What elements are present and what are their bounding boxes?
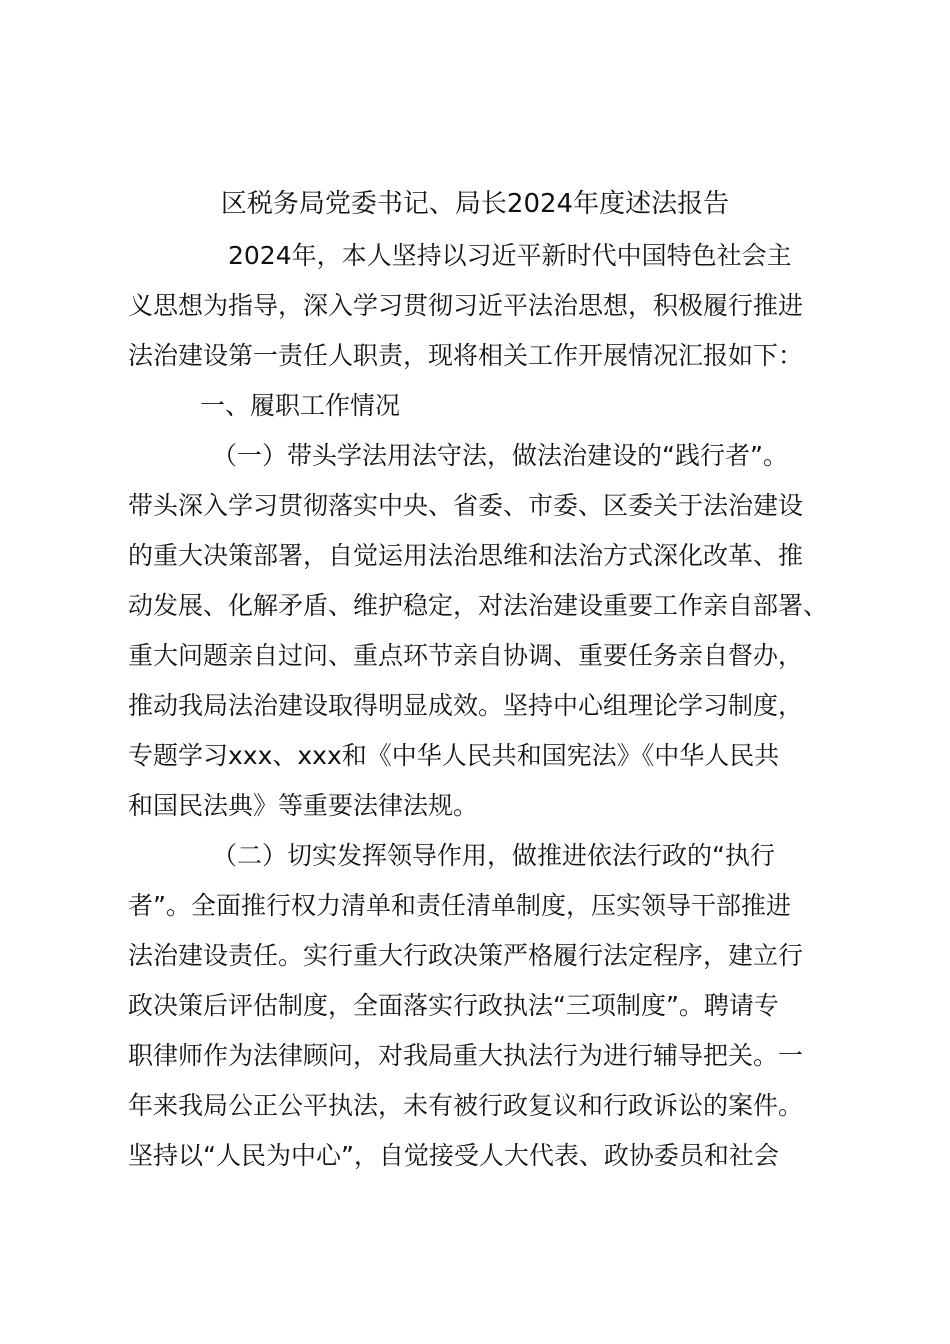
body-line-18: 年来我局公正公平执法，未有被行政复议和行政诉讼的案件。	[128, 1091, 804, 1120]
body-line-12: 和国民法典》等重要法律法规。	[128, 791, 479, 820]
body-line-11: 专题学习xxx、xxx和《中华人民共和国宪法》《中华人民共	[128, 741, 780, 770]
body-line-1: 2024年，本人坚持以习近平新时代中国特色社会主	[228, 241, 792, 270]
body-line-2: 义思想为指导，深入学习贯彻习近平法治思想，积极履行推进	[128, 291, 804, 320]
body-line-9: 重大问题亲自过问、重点环节亲自协调、重要任务亲自督办，	[128, 641, 804, 670]
subsection-heading-1: （一）带头学法用法守法，做法治建设的“践行者”。	[212, 441, 788, 470]
body-line-19: 坚持以“人民为中心”，自觉接受人大代表、政协委员和社会	[128, 1141, 779, 1170]
body-line-17: 职律师作为法律顾问，对我局重大执法行为进行辅导把关。一	[128, 1041, 804, 1070]
body-line-10: 推动我局法治建设取得明显成效。坚持中心组理论学习制度，	[128, 691, 804, 720]
body-line-14: 者”。全面推行权力清单和责任清单制度，压实领导干部推进	[128, 891, 791, 920]
subsection-heading-2: （二）切实发挥领导作用，做推进依法行政的“执行	[212, 841, 775, 870]
document-title: 区税务局党委书记、局长2024年度述法报告	[220, 189, 730, 219]
body-line-7: 的重大决策部署，自觉运用法治思维和法治方式深化改革、推	[128, 541, 804, 570]
body-line-15: 法治建设责任。实行重大行政决策严格履行法定程序，建立行	[128, 941, 804, 970]
body-line-6: 带头深入学习贯彻落实中央、省委、市委、区委关于法治建设	[128, 491, 804, 520]
body-line-16: 政决策后评估制度，全面落实行政执法“三项制度”。聘请专	[128, 991, 779, 1020]
section-heading-1: 一、履职工作情况	[200, 391, 401, 420]
body-line-8: 动发展、化解矛盾、维护稳定，对法治建设重要工作亲自部署、	[128, 591, 829, 620]
body-line-3: 法治建设第一责任人职责，现将相关工作开展情况汇报如下：	[128, 341, 804, 370]
